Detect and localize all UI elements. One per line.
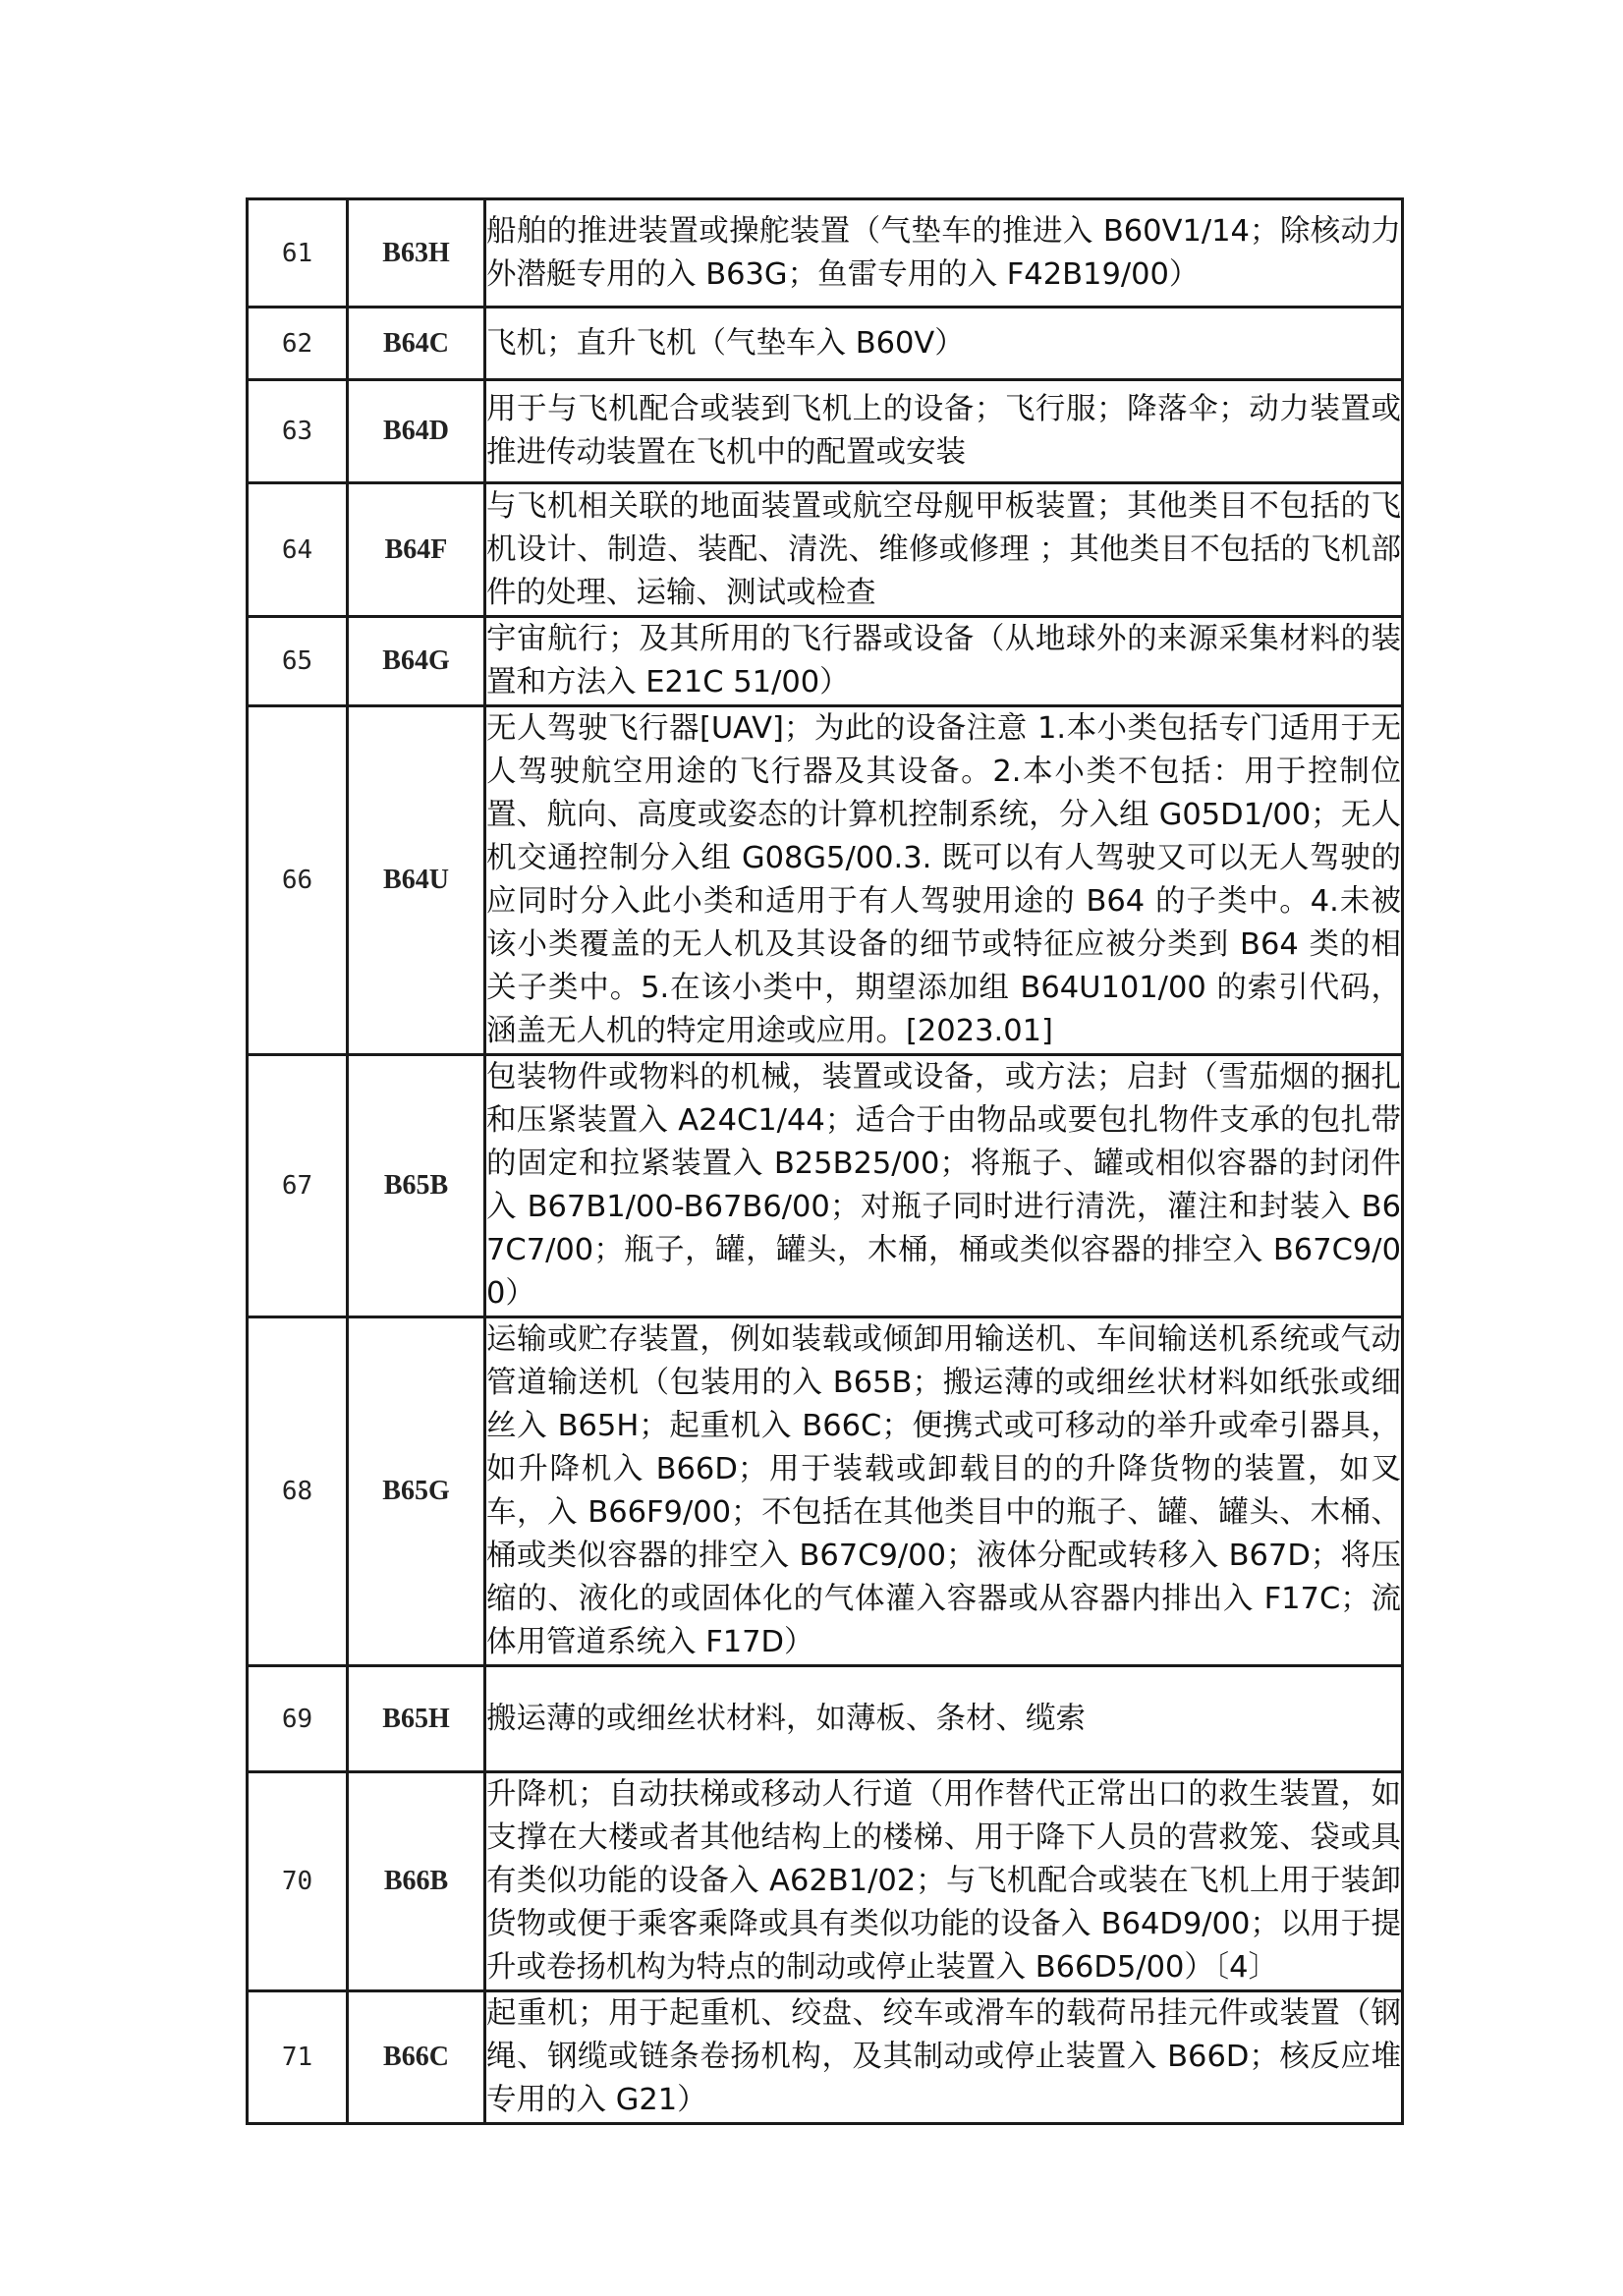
ipc-description: 宇宙航行；及其所用的飞行器或设备（从地球外的来源采集材料的装置和方法入 E21C 51/00） (485, 617, 1403, 706)
ipc-code: B65B (348, 1055, 485, 1317)
ipc-description: 无人驾驶飞行器[UAV]；为此的设备注意 1.本小类包括专门适用于无人驾驶航空用途的飞行器及其设备。2.本小类不包括：用于控制位置、航向、高度或姿态的计算机控制系统，分入组 G05D1/00；无人机交通控制分入组 G08G5/00.3. 既可以有人驾驶又可以无人驾驶的应同时分入此小类和适用于有人驾驶用途的 B64 的子类中。4.未被该小类覆盖的无人机及其设备的细节或特征应被分类到 B64 类的相关子类中。5.在该小类中，期望添加组 B64U101/00 的索引代码，涵盖无人机的特定用途或应用。[2023.01] (485, 706, 1403, 1055)
table-row (248, 199, 1403, 308)
table-row (248, 1991, 1403, 2124)
ipc-code: B66C (348, 1991, 485, 2124)
ipc-description: 用于与飞机配合或装到飞机上的设备；飞行服；降落伞；动力装置或推进传动装置在飞机中的配置或安装 (485, 380, 1403, 483)
row-number: 71 (248, 1991, 348, 2124)
ipc-description: 运输或贮存装置，例如装载或倾卸用输送机、车间输送机系统或气动管道输送机（包装用的入 B65B；搬运薄的或细丝状材料如纸张或细丝入 B65H；起重机入 B66C；便携式或可移动的举升或牵引器具，如升降机入 B66D；用于装载或卸载目的的升降货物的装置，如叉车，入 B66F9/00；不包括在其他类目中的瓶子、罐、罐头、木桶、桶或类似容器的排空入 B67C9/00；液体分配或转移入 B67D；将压缩的、液化的或固体化的气体灌入容器或从容器内排出入 F17C；流体用管道系统入 F17D） (485, 1317, 1403, 1666)
ipc-code: B64U (348, 706, 485, 1055)
ipc-code: B64D (348, 380, 485, 483)
row-number: 63 (248, 380, 348, 483)
table-row (248, 706, 1403, 1055)
row-number: 66 (248, 706, 348, 1055)
table-row (248, 1666, 1403, 1772)
ipc-description: 飞机；直升飞机（气垫车入 B60V） (485, 308, 1403, 380)
row-number: 62 (248, 308, 348, 380)
ipc-code: B65G (348, 1317, 485, 1666)
row-number: 68 (248, 1317, 348, 1666)
table-row (248, 1772, 1403, 1991)
ipc-code: B66B (348, 1772, 485, 1991)
table-row (248, 308, 1403, 380)
ipc-code: B64G (348, 617, 485, 706)
ipc-classification-table (246, 197, 1404, 2125)
ipc-description: 与飞机相关联的地面装置或航空母舰甲板装置；其他类目不包括的飞机设计、制造、装配、清洗、维修或修理 ；其他类目不包括的飞机部件的处理、运输、测试或检查 (485, 483, 1403, 617)
ipc-description: 升降机；自动扶梯或移动人行道（用作替代正常出口的救生装置，如支撑在大楼或者其他结构上的楼梯、用于降下人员的营救笼、袋或具有类似功能的设备入 A62B1/02；与飞机配合或装在飞机上用于装卸货物或便于乘客乘降或具有类似功能的设备入 B64D9/00；以用于提升或卷扬机构为特点的制动或停止装置入 B66D5/00）〔4〕 (485, 1772, 1403, 1991)
ipc-code: B65H (348, 1666, 485, 1772)
table-row (248, 483, 1403, 617)
ipc-code: B64F (348, 483, 485, 617)
table-row (248, 1317, 1403, 1666)
ipc-code: B64C (348, 308, 485, 380)
table-row (248, 1055, 1403, 1317)
table-row (248, 380, 1403, 483)
ipc-description: 包装物件或物料的机械，装置或设备，或方法；启封（雪茄烟的捆扎和压紧装置入 A24C1/44；适合于由物品或要包扎物件支承的包扎带的固定和拉紧装置入 B25B25/00；将瓶子、罐或相似容器的封闭件入 B67B1/00-B67B6/00；对瓶子同时进行清洗，灌注和封装入 B67C7/00；瓶子，罐，罐头，木桶，桶或类似容器的排空入 B67C9/00） (485, 1055, 1403, 1317)
ipc-code: B63H (348, 199, 485, 308)
row-number: 67 (248, 1055, 348, 1317)
row-number: 61 (248, 199, 348, 308)
table-row (248, 617, 1403, 706)
ipc-description: 船舶的推进装置或操舵装置（气垫车的推进入 B60V1/14；除核动力外潜艇专用的入 B63G；鱼雷专用的入 F42B19/00） (485, 199, 1403, 308)
row-number: 65 (248, 617, 348, 706)
row-number: 70 (248, 1772, 348, 1991)
ipc-description: 起重机；用于起重机、绞盘、绞车或滑车的载荷吊挂元件或装置（钢绳、钢缆或链条卷扬机构，及其制动或停止装置入 B66D；核反应堆专用的入 G21） (485, 1991, 1403, 2124)
row-number: 64 (248, 483, 348, 617)
ipc-description: 搬运薄的或细丝状材料，如薄板、条材、缆索 (485, 1666, 1403, 1772)
row-number: 69 (248, 1666, 348, 1772)
